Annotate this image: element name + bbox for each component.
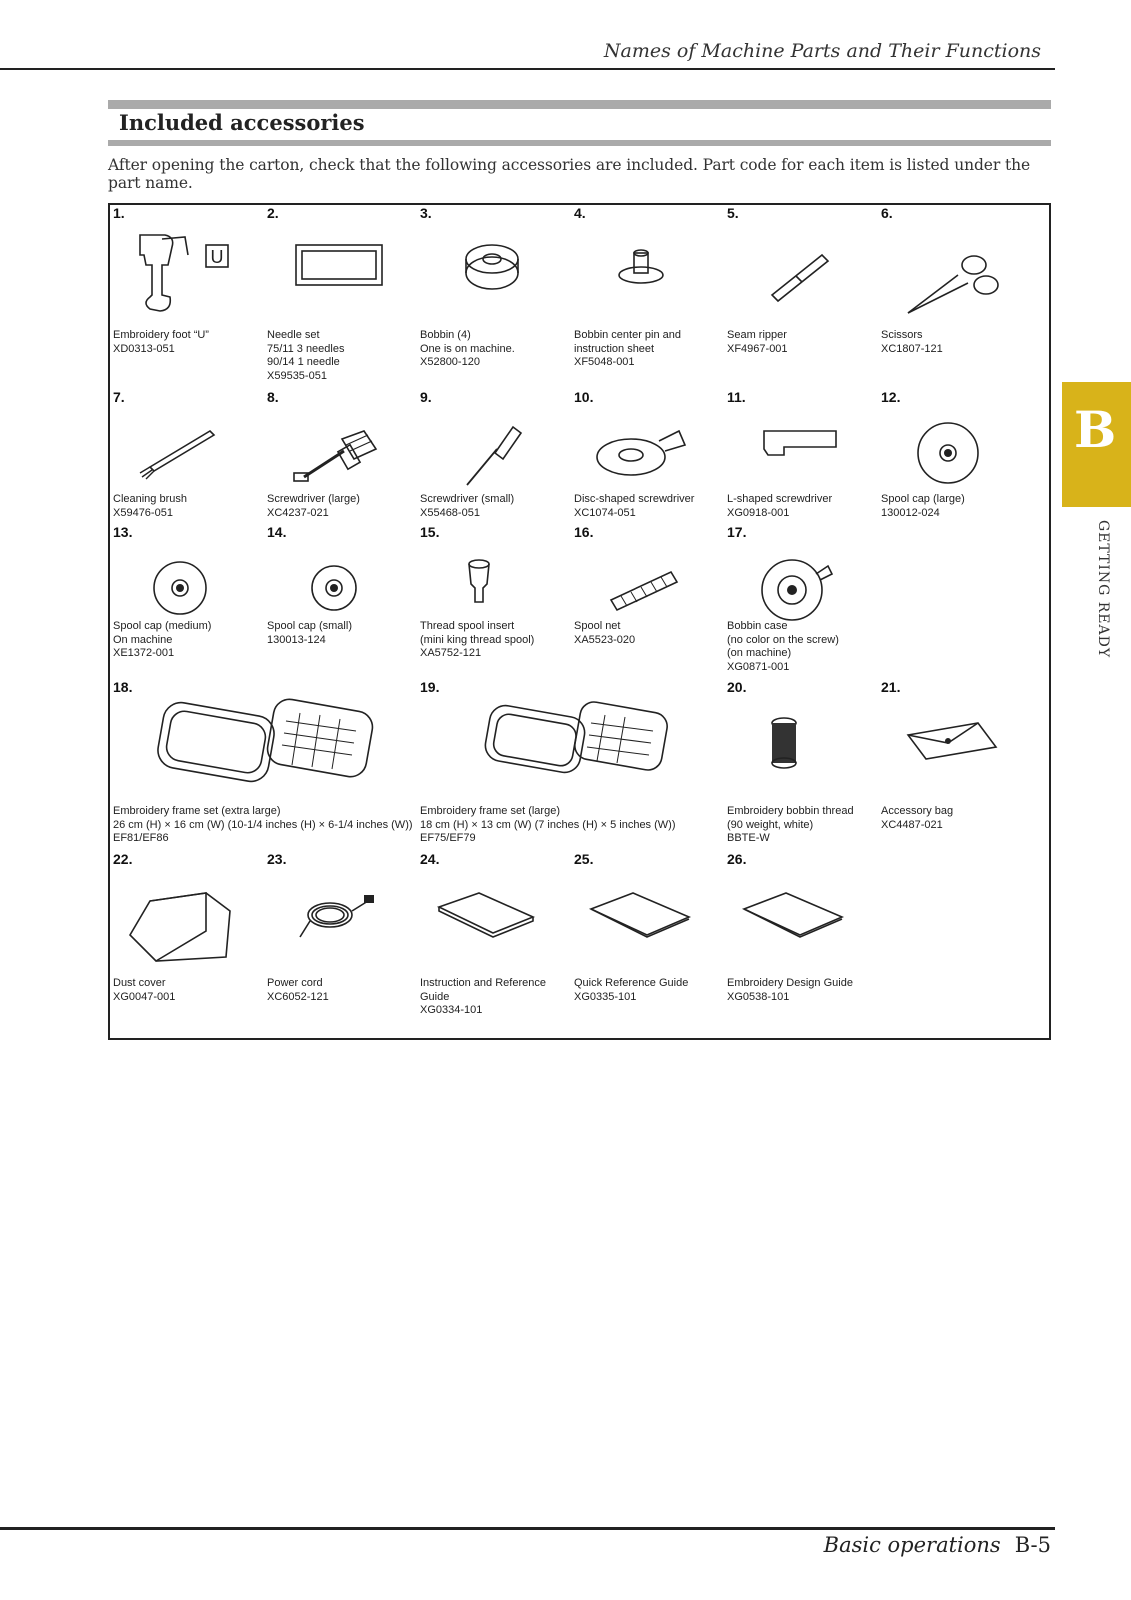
item-description: Embroidery bobbin thread (90 weight, white) BBTE-W [727, 805, 854, 844]
item-description: Dust cover XG0047-001 [113, 977, 176, 1003]
bobbin-icon [417, 225, 557, 325]
item-number: 15. [420, 524, 440, 540]
accessory-item [417, 679, 717, 875]
quick-reference-guide-icon [571, 871, 711, 971]
item-number: 17. [727, 524, 747, 540]
item-number: 13. [113, 524, 133, 540]
header-rule [0, 68, 1055, 70]
item-number: 22. [113, 851, 133, 867]
seam-ripper-icon [724, 225, 864, 325]
accessory-item [264, 205, 414, 399]
svg-text:U: U [210, 247, 224, 267]
accessory-item [417, 524, 567, 690]
item-description: L-shaped screwdriver XG0918-001 [727, 493, 833, 519]
accessory-item [724, 205, 874, 399]
page-footer [824, 1533, 1051, 1557]
item-description: Spool cap (medium) On machine XE1372-001 [113, 620, 212, 659]
item-number: 23. [267, 851, 287, 867]
item-number: 19. [420, 679, 440, 695]
item-description: Bobbin case (no color on the screw) (on machine) XG0871-001 [727, 620, 839, 673]
accessory-item [110, 205, 260, 399]
chapter-letter: B [1074, 400, 1117, 459]
item-number: 24. [420, 851, 440, 867]
frame-set-xl-icon [110, 699, 410, 799]
section-bar-bottom [108, 140, 1051, 146]
item-number: 10. [574, 389, 594, 405]
scissors-icon [878, 225, 1018, 325]
item-number: 18. [113, 679, 133, 695]
accessory-item [417, 205, 567, 399]
item-description: Embroidery Design Guide XG0538-101 [727, 977, 853, 1003]
item-number: 4. [574, 205, 586, 221]
item-description: Seam ripper XF4967-001 [727, 329, 788, 355]
item-number: 7. [113, 389, 125, 405]
item-description: Quick Reference Guide XG0335-101 [574, 977, 689, 1003]
item-number: 16. [574, 524, 594, 540]
accessory-item [110, 679, 413, 875]
frame-set-large-icon [417, 699, 717, 799]
item-description: Spool net XA5523-020 [574, 620, 636, 646]
item-number: 14. [267, 524, 287, 540]
design-guide-icon [724, 871, 864, 971]
bobbin-center-pin-icon [571, 225, 711, 325]
needle-set-icon [264, 225, 404, 325]
section-bar-top [108, 100, 1051, 109]
item-number: 20. [727, 679, 747, 695]
item-description: Embroidery foot “U” XD0313-051 [113, 329, 209, 355]
power-cord-icon [264, 871, 404, 971]
item-description: Instruction and Reference Guide XG0334-101 [420, 977, 546, 1016]
item-number: 8. [267, 389, 279, 405]
item-description: Power cord XC6052-121 [267, 977, 329, 1003]
accessory-item [878, 389, 1028, 563]
accessory-item [110, 851, 260, 1047]
accessory-item [264, 851, 414, 1047]
item-description: Embroidery frame set (large) 18 cm (H) × 13 cm (W) (7 inches (H) × 5 inches (W)) EF75/EF79 [420, 805, 676, 844]
accessory-item [724, 851, 874, 1047]
item-description: Spool cap (small) 130013-124 [267, 620, 352, 646]
accessory-item [878, 205, 1028, 399]
item-description: Bobbin (4) One is on machine. X52800-120 [420, 329, 515, 368]
running-header: Names of Machine Parts and Their Functions [603, 40, 1041, 62]
item-number: 3. [420, 205, 432, 221]
accessory-item [571, 851, 721, 1047]
presser-foot-icon [110, 225, 250, 325]
item-number: 12. [881, 389, 901, 405]
accessory-item [724, 524, 874, 690]
item-description: Spool cap (large) 130012-024 [881, 493, 965, 519]
item-number: 26. [727, 851, 747, 867]
item-description: Accessory bag XC4487-021 [881, 805, 954, 831]
instruction-book-icon [417, 871, 557, 971]
item-description: Screwdriver (large) XC4237-021 [267, 493, 360, 519]
item-number: 5. [727, 205, 739, 221]
section-title: Included accessories [119, 110, 365, 135]
item-number: 6. [881, 205, 893, 221]
chapter-label: GETTING READY [1095, 520, 1111, 659]
chapter-tab [1062, 382, 1131, 507]
item-description: Needle set 75/11 3 needles 90/14 1 needle X59535-051 [267, 329, 345, 382]
accessory-item [724, 679, 874, 875]
footer-rule [0, 1527, 1055, 1530]
item-description: Bobbin center pin and instruction sheet XF5048-001 [574, 329, 682, 368]
item-number: 25. [574, 851, 594, 867]
footer-section: Basic operations [823, 1533, 1001, 1557]
item-description: Embroidery frame set (extra large) 26 cm (H) × 16 cm (W) (10-1/4 inches (H) × 6-1/4 inches (W)) EF81/EF86 [113, 805, 413, 844]
accessory-item [571, 205, 721, 399]
accessory-bag-icon [878, 699, 1018, 799]
item-number: 1. [113, 205, 125, 221]
accessories-grid [108, 203, 1051, 1040]
item-number: 21. [881, 679, 901, 695]
item-description: Cleaning brush X59476-051 [113, 493, 187, 519]
accessory-item [878, 679, 1028, 875]
item-description: Thread spool insert (mini king thread spool) XA5752-121 [420, 620, 535, 659]
bobbin-thread-icon [724, 699, 864, 799]
item-description: Screwdriver (small) X55468-051 [420, 493, 515, 519]
accessory-item [417, 851, 567, 1047]
item-number: 11. [727, 389, 746, 405]
item-number: 9. [420, 389, 432, 405]
page-number: B-5 [1014, 1533, 1051, 1557]
item-description: Scissors XC1807-121 [881, 329, 943, 355]
accessory-item [571, 524, 721, 690]
item-description: Disc-shaped screwdriver XC1074-051 [574, 493, 695, 519]
item-number: 2. [267, 205, 279, 221]
accessory-item [264, 524, 414, 690]
dust-cover-icon [110, 871, 250, 971]
accessory-item [110, 524, 260, 690]
intro-paragraph: After opening the carton, check that the following accessories are included. Part code for each item is listed under the part name. [108, 156, 1031, 192]
